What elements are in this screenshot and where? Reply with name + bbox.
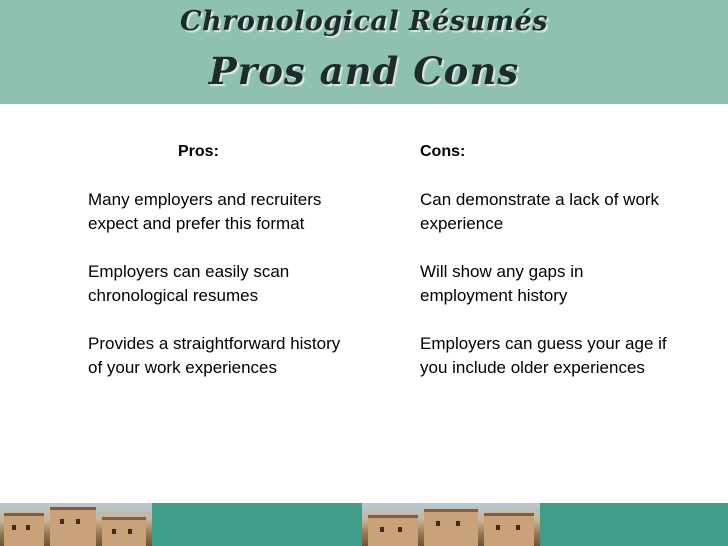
header-banner bbox=[0, 0, 728, 104]
footer-photo-buildings-right bbox=[362, 503, 540, 546]
pros-item: Many employers and recruiters expect and prefer this format bbox=[88, 190, 322, 233]
footer-teal-block-right bbox=[540, 503, 728, 546]
footer-strip bbox=[0, 503, 728, 546]
footer-photo-buildings-left bbox=[0, 503, 152, 546]
cons-item: Will show any gaps in employment history bbox=[420, 262, 584, 305]
pros-column bbox=[88, 140, 353, 404]
footer-teal-block-left bbox=[152, 503, 362, 546]
slide-title: Chronological Résumés bbox=[180, 6, 548, 37]
slide-subtitle: Pros and Cons bbox=[208, 49, 520, 93]
cons-item: Can demonstrate a lack of work experience bbox=[420, 190, 660, 233]
cons-heading: Cons: bbox=[420, 143, 466, 160]
pros-item: Provides a straightforward history of your work experiences bbox=[88, 334, 341, 377]
cons-item: Employers can guess your age if you include older experiences bbox=[420, 334, 667, 377]
cons-column bbox=[420, 140, 670, 404]
pros-item: Employers can easily scan chronological resumes bbox=[88, 262, 290, 305]
pros-heading: Pros: bbox=[178, 143, 219, 160]
